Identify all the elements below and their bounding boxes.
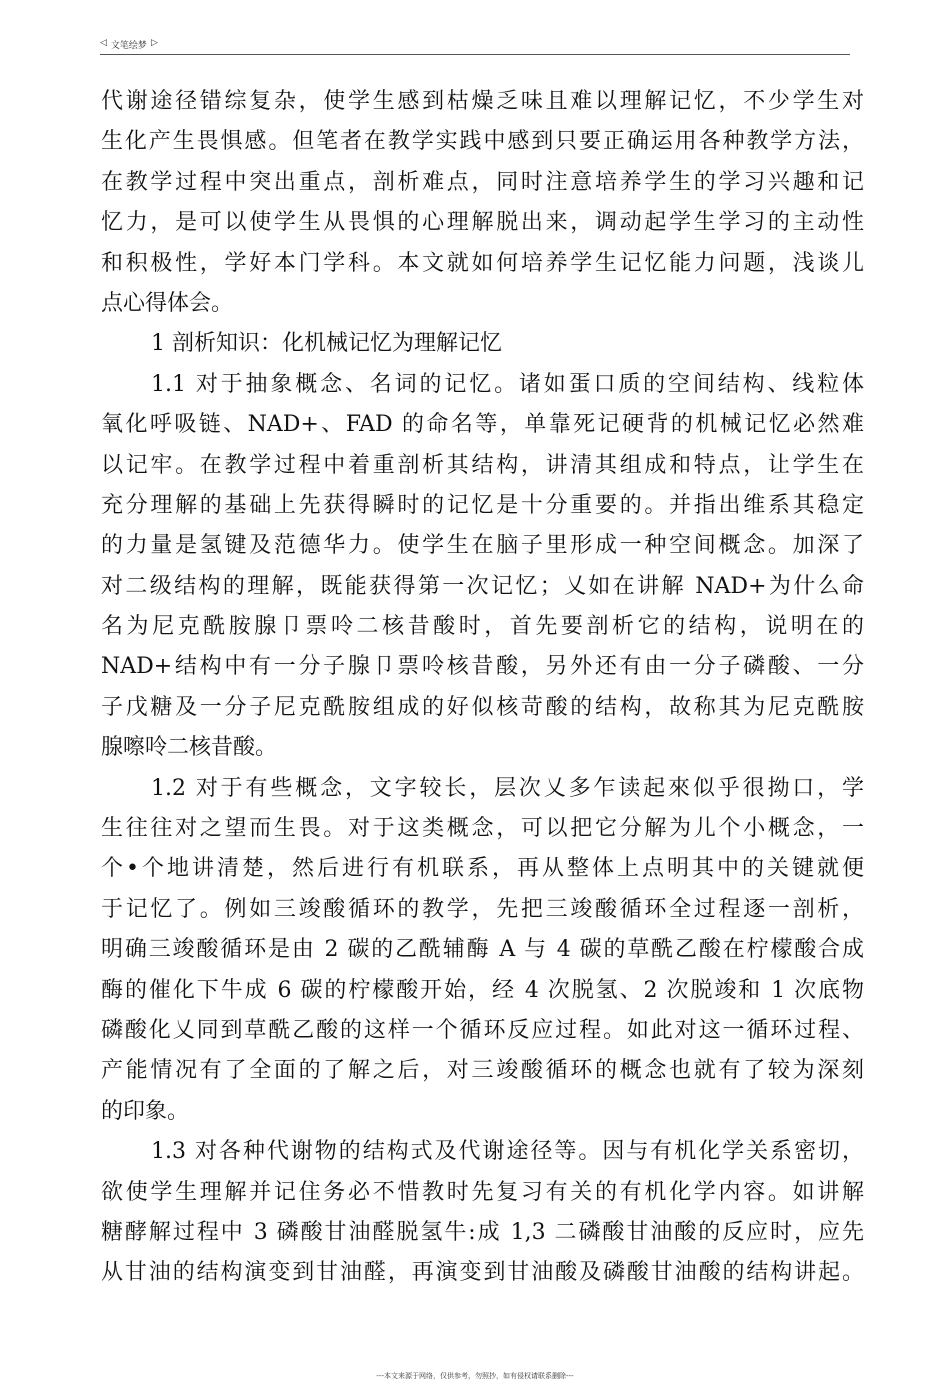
text-line: 腺嚓呤二核昔酸。	[101, 735, 278, 761]
text-line: 对二级结构的理解，既能获得第一次记忆；乂如在讲解 NAD+为什么命	[101, 573, 864, 599]
text-line: 生化产生畏惧感。但笔者在教学实践中感到只要正确运用各种教学方法，	[101, 129, 864, 155]
document-body	[101, 82, 864, 1294]
text-line: 以记牢。在教学过程中着重剖析其结构，讲清其组成和特点，让学生在	[101, 452, 864, 478]
text-line: 酶的催化下牛成 6 碳的柠檬酸开始，经 4 次脱氢、2 次脱竣和 1 次底物	[101, 977, 864, 1003]
text-line: 充分理解的基础上先获得瞬时的记忆是十分重要的。并指出维系其稳定	[101, 492, 864, 518]
text-line: 个•个地讲清楚，然后进行有机联系，再从整体上点明其中的关键就便	[101, 856, 864, 882]
text-line: 从甘油的结构演变到甘油醛，再演变到甘油酸及磷酸甘油酸的结构讲起。	[101, 1260, 864, 1286]
text-line: 1.2 对于有些概念，文字较长，层次乂多乍读起來似乎很拗口，学	[151, 775, 864, 801]
text-line: 和积极性，学好本门学科。本文就如何培养学生记忆能力问题，浅谈儿	[101, 250, 864, 276]
text-line: 于记忆了。例如三竣酸循环的教学，先把三竣酸循环全过程逐一剖析，	[101, 896, 864, 922]
page-footer: ---本文来源于网络，仅供参考，勿照抄，如有侵权请联系删除---	[376, 1372, 574, 1380]
text-line: 子戊糖及一分子尼克酰胺组成的好似核苛酸的结构，故称其为尼克酰胺	[101, 694, 864, 720]
header-text: 文笔绘梦	[110, 41, 147, 51]
page-header	[100, 38, 850, 55]
text-line: 欲使学生理解并记住务必不惜教时先复习有关的有机化学内容。如讲解	[101, 1179, 864, 1205]
text-line: 糖酵解过程中 3 磷酸甘油醛脱氢牛:成 1,3 二磷酸甘油酸的反应时，应先	[101, 1219, 864, 1245]
text-line: 产能情况有了全面的了解之后，对三竣酸循环的概念也就有了较为深刻	[101, 1058, 864, 1084]
text-line: 的印象。	[101, 1098, 190, 1124]
text-line: 代谢途径错综复杂，使学生感到枯燥乏味且难以理解记忆，不少学生对	[101, 89, 864, 114]
header-left-mark: ◁	[100, 38, 107, 48]
text-line: 磷酸化乂同到草酰乙酸的这样一个循环反应过程。如此对这一循环过程、	[101, 1017, 864, 1043]
text-line: 1.3 对各种代谢物的结构式及代谢途径等。因与有机化学关系密切，	[151, 1139, 864, 1165]
section-heading: 1 剖析知识：化机械记忆为理解记忆	[151, 331, 502, 357]
text-line: 1.1 对于抽象概念、名词的记忆。诸如蛋口质的空间结构、线粒体	[151, 371, 864, 397]
text-line: 忆力，是可以使学生从畏惧的心理解脱出来，调动起学生学习的主动性	[101, 210, 864, 236]
text-line: 名为尼克酰胺腺卩票呤二核昔酸时，首先要剖析它的结构，说明在的	[101, 614, 864, 640]
text-line: 点心得体会。	[101, 290, 234, 316]
text-line: 生往往对之望而生畏。对于这类概念，可以把它分解为儿个小概念，一	[101, 816, 864, 842]
text-line: 的力量是氢键及范德华力。使学生在脑子里形成一种空间概念。加深了	[101, 533, 864, 559]
text-line: 明确三竣酸循环是由 2 碳的乙酰辅酶 A 与 4 碳的草酰乙酸在柠檬酸合成	[101, 937, 864, 963]
text-line: 氧化呼吸链、NAD+、FAD 的命名等，单靠死记硬背的机械记忆必然难	[101, 412, 864, 438]
text-line: 在教学过程中突出重点，剖析难点，同时注意培养学生的学习兴趣和记	[101, 169, 864, 195]
text-line: NAD+结构中有一分子腺卩票呤核昔酸，另外还有由一分子磷酸、一分	[101, 654, 864, 680]
header-right-mark: ▷	[150, 38, 158, 48]
